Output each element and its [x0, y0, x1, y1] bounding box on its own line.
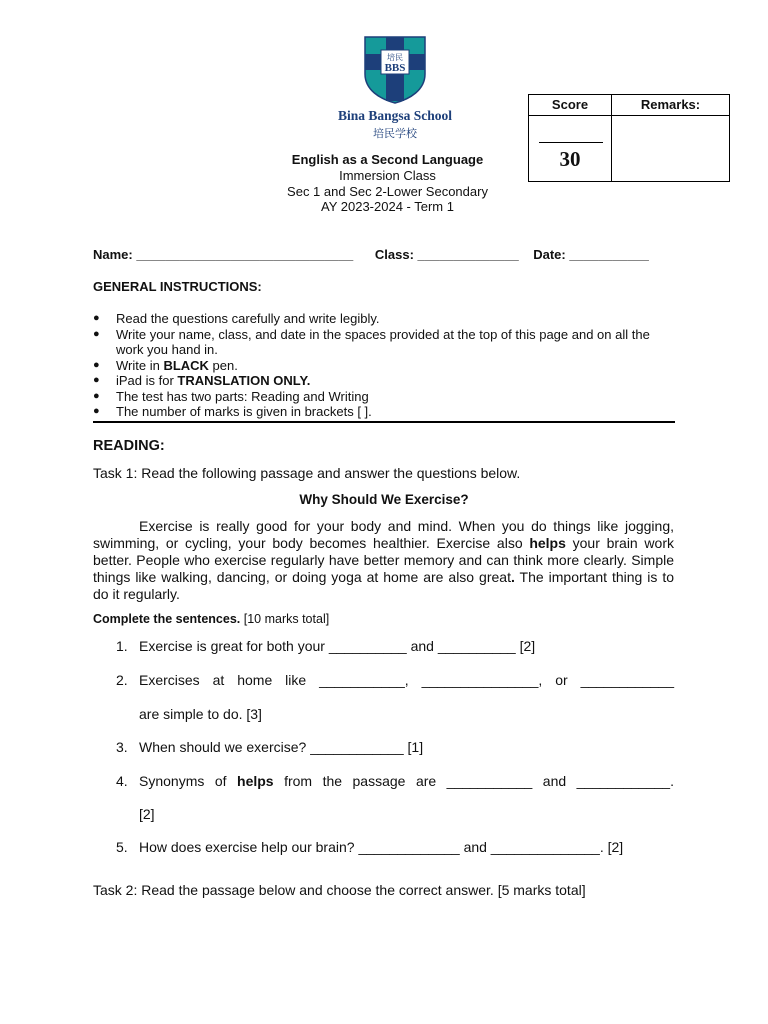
list-item: ● Write your name, class, and date in the spaces provided at the top of this page and on all the work you hand in. — [93, 326, 650, 357]
complete-sentences-instruction: Complete the sentences. [10 marks total] — [93, 612, 330, 626]
score-blank-line — [539, 142, 603, 143]
score-total: 30 — [559, 147, 581, 171]
bullet-icon: ● — [93, 405, 100, 417]
bullet-icon: ● — [93, 358, 100, 371]
school-name-chinese: 培民学校 — [373, 127, 417, 140]
question-2-continuation: are simple to do. [3] — [139, 706, 262, 722]
task1-instruction: Task 1: Read the following passage and answer the questions below. — [93, 465, 521, 481]
svg-text:培民: 培民 — [387, 53, 403, 62]
bullet-icon: ● — [93, 312, 100, 324]
list-item: ● Write in BLACK pen. — [93, 357, 238, 373]
instructions-title: GENERAL INSTRUCTIONS: — [93, 279, 262, 294]
level: Sec 1 and Sec 2-Lower Secondary — [287, 184, 488, 199]
question-2: 2. Exercises at home like ___________, _______________, or ____________ — [116, 672, 674, 688]
question-4: 4. Synonyms of helps from the passage are ___________ and ____________. — [116, 773, 674, 789]
class-field[interactable]: Class: ______________ — [374, 247, 519, 262]
reading-title: READING: — [93, 438, 165, 454]
date-field[interactable]: Date: ___________ — [533, 247, 649, 262]
list-item: ● Read the questions carefully and write legibly. — [93, 311, 380, 326]
question-3: 3. When should we exercise? ____________ [1] — [116, 739, 424, 755]
school-name: Bina Bangsa School — [337, 108, 453, 123]
list-item: ● iPad is for TRANSLATION ONLY. — [93, 373, 311, 388]
remarks-header: Remarks: — [612, 95, 729, 116]
task2-instruction: Task 2: Read the passage below and choose the correct answer. [5 marks total] — [93, 882, 586, 898]
bullet-icon: ● — [93, 327, 100, 340]
academic-year: AY 2023-2024 - Term 1 — [321, 199, 454, 214]
passage-title: Why Should We Exercise? — [299, 492, 469, 507]
name-field[interactable]: Name: ______________________________ — [93, 247, 354, 262]
score-header: Score — [529, 95, 612, 116]
list-item: ● The test has two parts: Reading and Writing — [93, 388, 369, 404]
instructions-list — [93, 311, 675, 420]
score-table — [528, 94, 730, 182]
question-5: 5. How does exercise help our brain? _____________ and ______________. [2] — [116, 839, 624, 855]
list-item: ● The number of marks is given in brackets [ ]. — [93, 404, 372, 419]
section-divider — [93, 421, 675, 423]
class-type: Immersion Class — [339, 168, 436, 183]
school-crest-logo — [364, 36, 426, 104]
bullet-icon: ● — [93, 374, 100, 386]
question-1: 1. Exercise is great for both your __________ and __________ [2] — [116, 638, 536, 654]
student-info-row — [93, 247, 649, 262]
question-4-continuation: [2] — [139, 806, 155, 822]
bullet-icon: ● — [93, 389, 100, 402]
subject-title: English as a Second Language — [291, 152, 484, 167]
svg-text:BBS: BBS — [384, 62, 406, 74]
reading-passage: Exercise is really good for your body and mind. When you do things like jogging, swimming, or cycling, your body becomes healthier. Exercise also helps your brain work better. People who exercise regularly have better memory and can think more clearly. Simple things like walking, dancing, or doing yoga at home are also great. The important thing is to do it regularly. — [93, 518, 675, 602]
